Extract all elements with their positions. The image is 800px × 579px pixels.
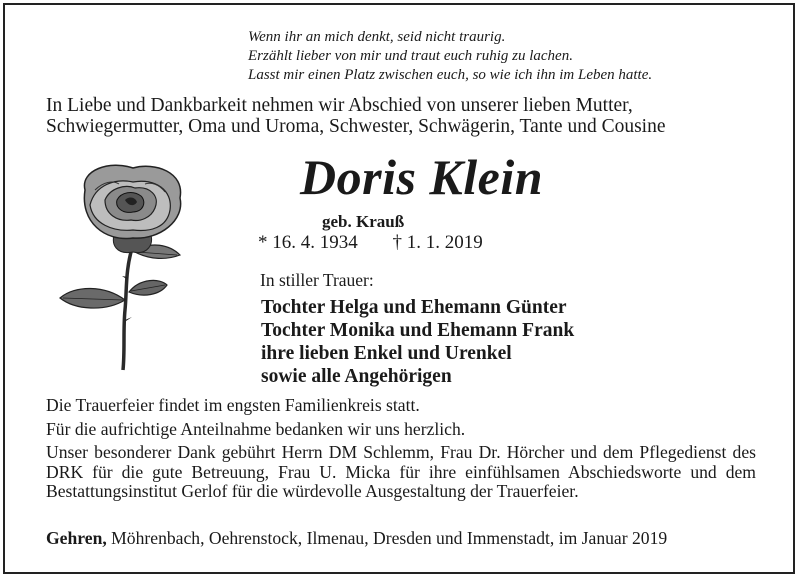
special-thanks-text: Unser besonderer Dank gebührt Herrn DM Schlemm, Frau Dr. Hörcher und dem Pflegedienst des DRK für die gute Betreuung, Frau U. Micka für ihre einfühlsamen Abschiedsworte und dem Bestattungsinstitut Gerlof für die würdevolle Ausgestaltung der Trauerfeier. (46, 442, 756, 501)
life-dates (258, 232, 483, 254)
poem-line: Lasst mir einen Platz zwischen euch, so wie ich ihn im Leben hatte. (248, 67, 653, 83)
intro-line: Schwiegermutter, Oma und Uroma, Schwester, Schwägerin, Tante und Cousine (46, 116, 666, 137)
intro-text (46, 95, 666, 137)
poem (248, 28, 652, 85)
thanks-text: Für die aufrichtige Anteilnahme bedanken wir uns herzlich. (46, 418, 466, 439)
mourning-label: In stiller Trauer: (260, 270, 374, 290)
deceased-name: Doris Klein (300, 149, 544, 205)
poem-line: Erzählt lieber von mir und traut euch ruhig zu lachen. (248, 48, 573, 64)
poem-line: Wenn ihr an mich denkt, seid nicht traurig. (248, 29, 506, 45)
birth-date: * 16. 4. 1934 (258, 232, 358, 253)
death-date: † 1. 1. 2019 (392, 232, 483, 253)
mourner-line: Tochter Monika und Ehemann Frank (261, 320, 575, 341)
closing-places: Möhrenbach, Oehrenstock, Ilmenau, Dresden und Immenstadt, im Januar 2019 (106, 528, 668, 548)
rose-illustration (55, 160, 205, 375)
funeral-info: Die Trauerfeier findet im engsten Familienkreis statt. (46, 395, 420, 415)
mourner-line: sowie alle Angehörigen (261, 366, 452, 387)
closing-line (46, 528, 667, 549)
mourner-line: Tochter Helga und Ehemann Günter (261, 297, 567, 318)
birth-name: geb. Krauß (322, 212, 405, 231)
closing-place-bold: Gehren, (46, 528, 107, 548)
intro-line: In Liebe und Dankbarkeit nehmen wir Abschied von unserer lieben Mutter, (46, 95, 633, 116)
notice-body (46, 396, 756, 502)
mourner-line: ihre lieben Enkel und Urenkel (261, 343, 512, 364)
mourners-list (261, 296, 574, 388)
